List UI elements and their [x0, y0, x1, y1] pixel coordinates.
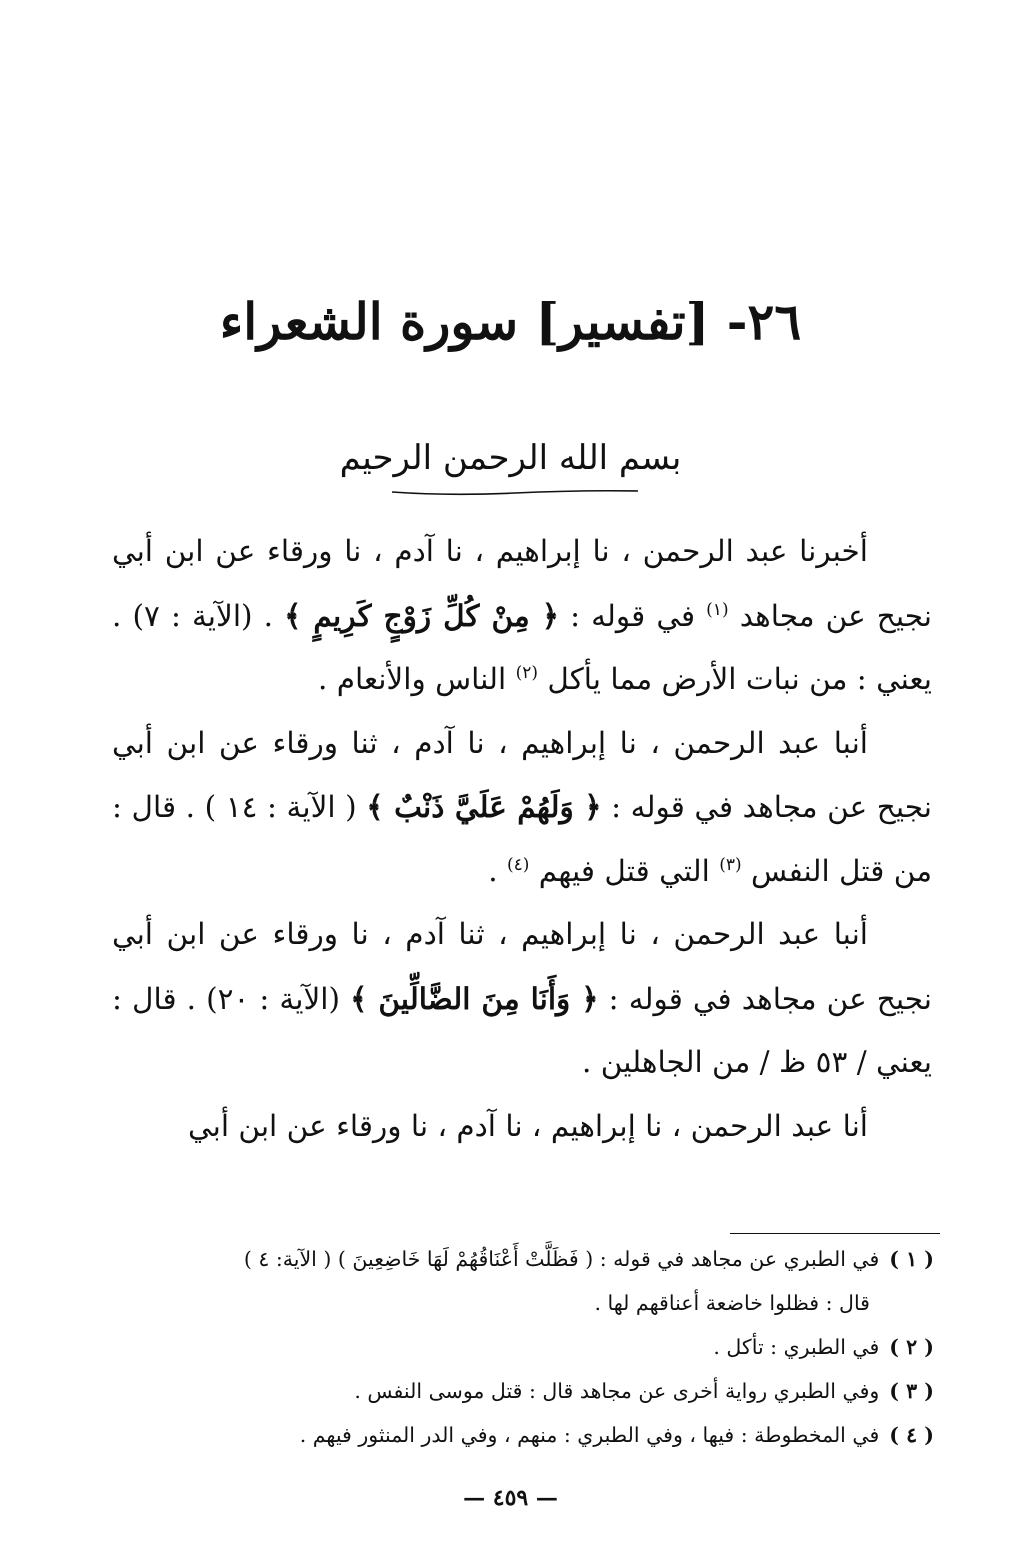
footnote-1-continuation: [112, 1281, 934, 1325]
basmala: بسم الله الرحمن الرحيم: [339, 438, 682, 478]
footnote-text: وفي الطبري رواية أخرى عن مجاهد قال : قتل موسى النفس .: [354, 1379, 880, 1403]
paragraph-4: [112, 1095, 932, 1159]
footnote-3: [112, 1369, 934, 1413]
paragraph-3: [112, 903, 932, 1095]
footnote-number: ( ٤ ): [889, 1423, 934, 1447]
paragraph-2: [112, 712, 932, 904]
paragraph-1-text-b: في قوله :: [558, 598, 696, 633]
footnote-number: ( ٣ ): [889, 1379, 934, 1403]
quran-quote-2: ﴿ وَلَهُمْ عَلَيَّ ذَنْبٌ ﴾: [366, 789, 602, 824]
paragraph-1-text-a: أخبرنا عبد الرحمن ، نا إبراهيم ، نا آدم ، نا ورقاء عن ابن أبي نجيح عن مجاهد: [112, 534, 933, 633]
body-text: [112, 520, 932, 1158]
footnote-ref-3: (٣): [719, 854, 742, 875]
chapter-title: ٢٦- [تفسير] سورة الشعراء: [219, 292, 802, 351]
footnote-ref-4: (٤): [506, 854, 530, 875]
quran-quote-1: ﴿ مِنْ كُلِّ زَوْجٍ كَرِيمٍ ﴾: [284, 597, 559, 633]
basmala-flourish: [390, 488, 640, 496]
paragraph-3-text-a: أنبا عبد الرحمن ، نا إبراهيم ، ثنا آدم ، نا ورقاء عن ابن أبي نجيح عن مجاهد في قوله :: [112, 917, 932, 1016]
paragraph-1: [112, 520, 932, 712]
footnote-ref-1: (١): [706, 599, 729, 620]
footnote-2: [112, 1325, 934, 1369]
footnote-ref-2: (٢): [515, 663, 538, 684]
paragraph-2-text-c: التي قتل فيهم: [538, 853, 710, 888]
paragraph-2-text-d: .: [488, 853, 498, 888]
paragraph-1-text-c: . (الآية : ٧) . يعني : من نبات الأرض مما يأكل: [112, 598, 932, 696]
paragraph-2-text-a: أنبا عبد الرحمن ، نا إبراهيم ، نا آدم ، ثنا ورقاء عن ابن أبي نجيح عن مجاهد في قوله :: [112, 725, 932, 824]
footnotes: [112, 1237, 934, 1457]
footnote-1: [112, 1237, 934, 1281]
paragraph-3-text-b: (الآية : ٢٠) . قال : يعني / ٥٣ ظ / من الجاهلين .: [112, 981, 932, 1079]
footnote-number: ( ٢ ): [889, 1335, 934, 1359]
footnote-divider: [730, 1233, 940, 1234]
quran-quote-3: ﴿ وَأَنَا مِنَ الضَّالِّينَ ﴾: [350, 980, 599, 1016]
paragraph-1-text-d: الناس والأنعام .: [317, 662, 507, 696]
footnote-4: [112, 1413, 934, 1457]
footnote-number: ( ١ ): [889, 1247, 934, 1271]
footnote-text: قال : فظلوا خاضعة أعناقهم لها .: [594, 1291, 870, 1315]
footnote-text: في الطبري عن مجاهد في قوله : ( فَظَلَّتْ أَعْنَاقُهُمْ لَهَا خَاضِعِينَ ) ( الآية: ٤ ): [243, 1247, 880, 1271]
paragraph-4-text-a: أنا عبد الرحمن ، نا إبراهيم ، نا آدم ، نا ورقاء عن ابن أبي: [188, 1108, 868, 1143]
paragraph-2-text-b: ( الآية : ١٤ ) . قال : من قتل النفس: [112, 790, 932, 888]
footnote-text: في الطبري : تأكل .: [713, 1335, 880, 1359]
page-number: — ٤٥٩ —: [463, 1485, 558, 1511]
footnote-text: في المخطوطة : فيها ، وفي الطبري : منهم ، وفي الدر المنثور فيهم .: [299, 1423, 880, 1447]
